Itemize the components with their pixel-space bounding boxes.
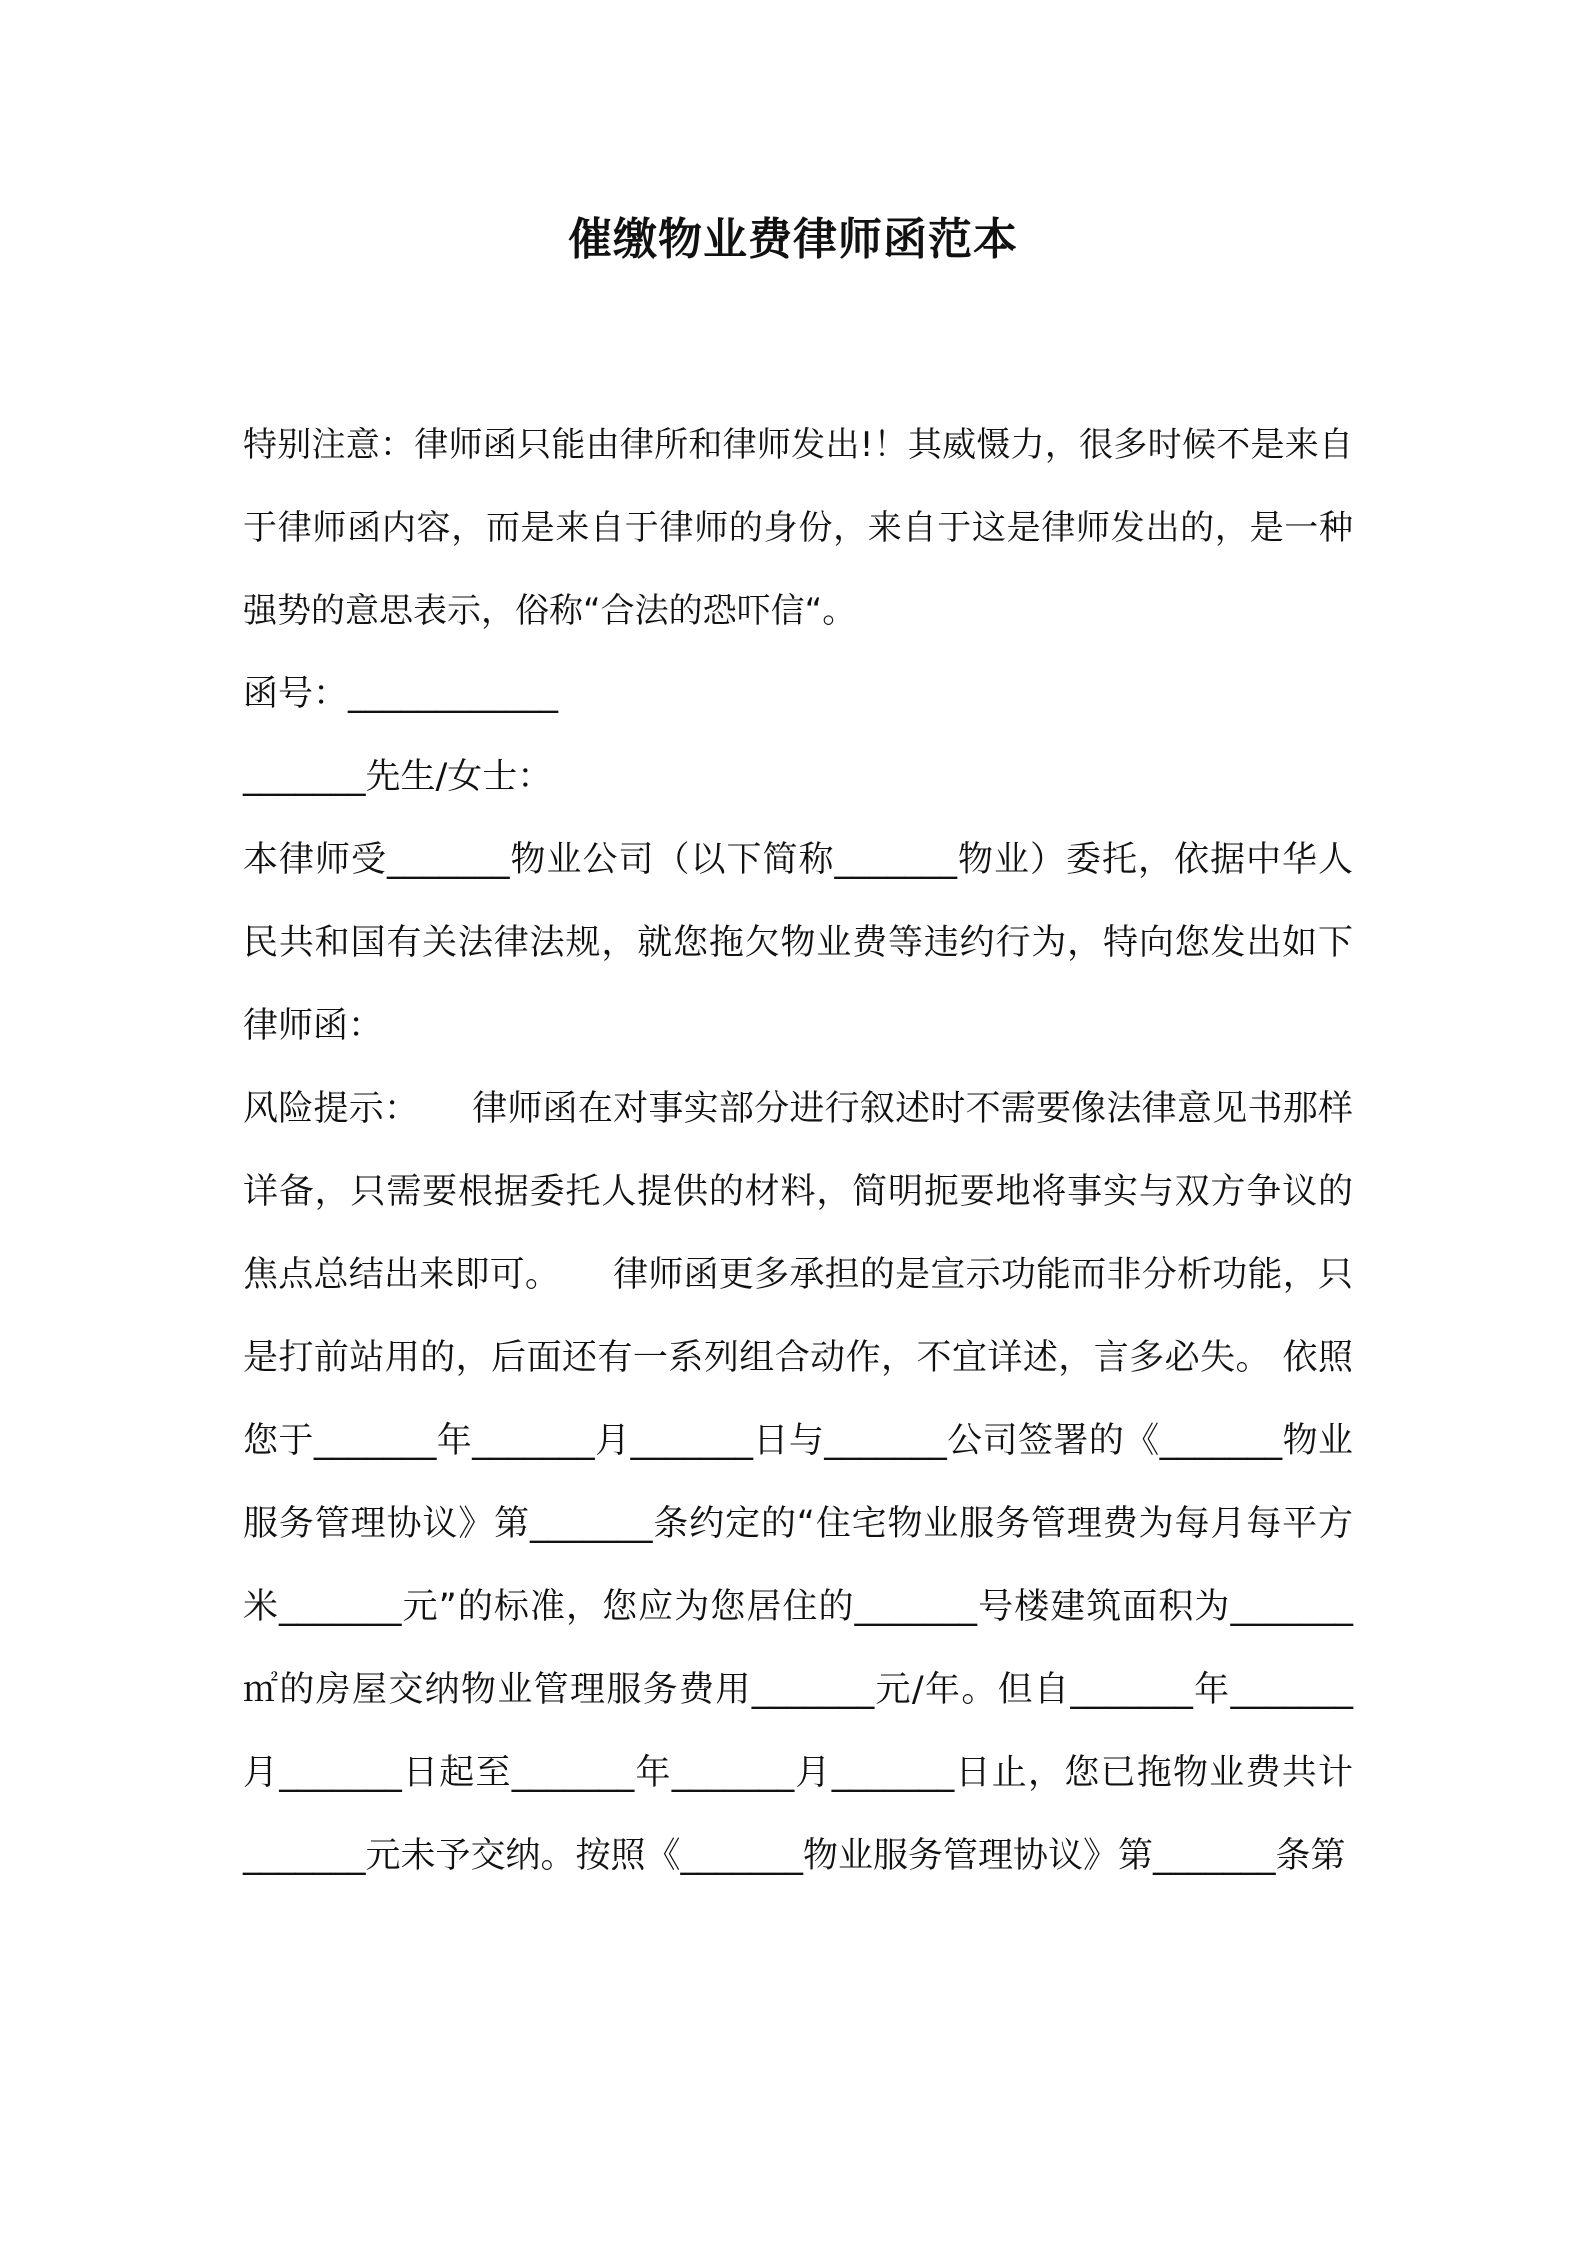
letter-number-line: 函号：____________ bbox=[243, 674, 559, 714]
document-title: 催缴物业费律师函范本 bbox=[568, 214, 1018, 265]
special-notice-paragraph: 特别注意：律师函只能由律所和律师发出!！其威慑力，很多时候不是来自于律师函内容，而是来自于律师的身份，来自于这是律师发出的，是一种强势的意思表示，俗称“合法的恐吓信“。 bbox=[243, 425, 1353, 631]
risk-and-facts-paragraph: 风险提示： 律师函在对事实部分进行叙述时不需要像法律意见书那样详备，只需要根据委托人提供的材料，简明扼要地将事实与双方争议的焦点总结出来即可。 律师函更多承担的是宣示功能而非分析功能，只是打前站用的，后面还有一系列组合动作，不宜详述，言多必失。 依照您于_______年_______月_______日与_______公司签署的《_______物业服务管理协议》第_______条约定的“住宅物业服务管理费为每月每平方米_______元”的标准，您应为您居住的_______号楼建筑面积为_______㎡的房屋交纳物业管理服务费用_______元/年。但自_______年_______月_______日起至_______年_______月_______日止，您已拖物业费共计_______元未予交纳。按照《_______物业服务管理协议》第_______条第 bbox=[243, 1089, 1353, 1876]
intro-paragraph: 本律师受_______物业公司（以下简称_______物业）委托，依据中华人民共和国有关法律法规，就您拖欠物业费等违约行为，特向您发出如下律师函： bbox=[243, 840, 1353, 1046]
document-body bbox=[243, 404, 1353, 1898]
salutation-line: _______先生/女士： bbox=[243, 757, 553, 797]
